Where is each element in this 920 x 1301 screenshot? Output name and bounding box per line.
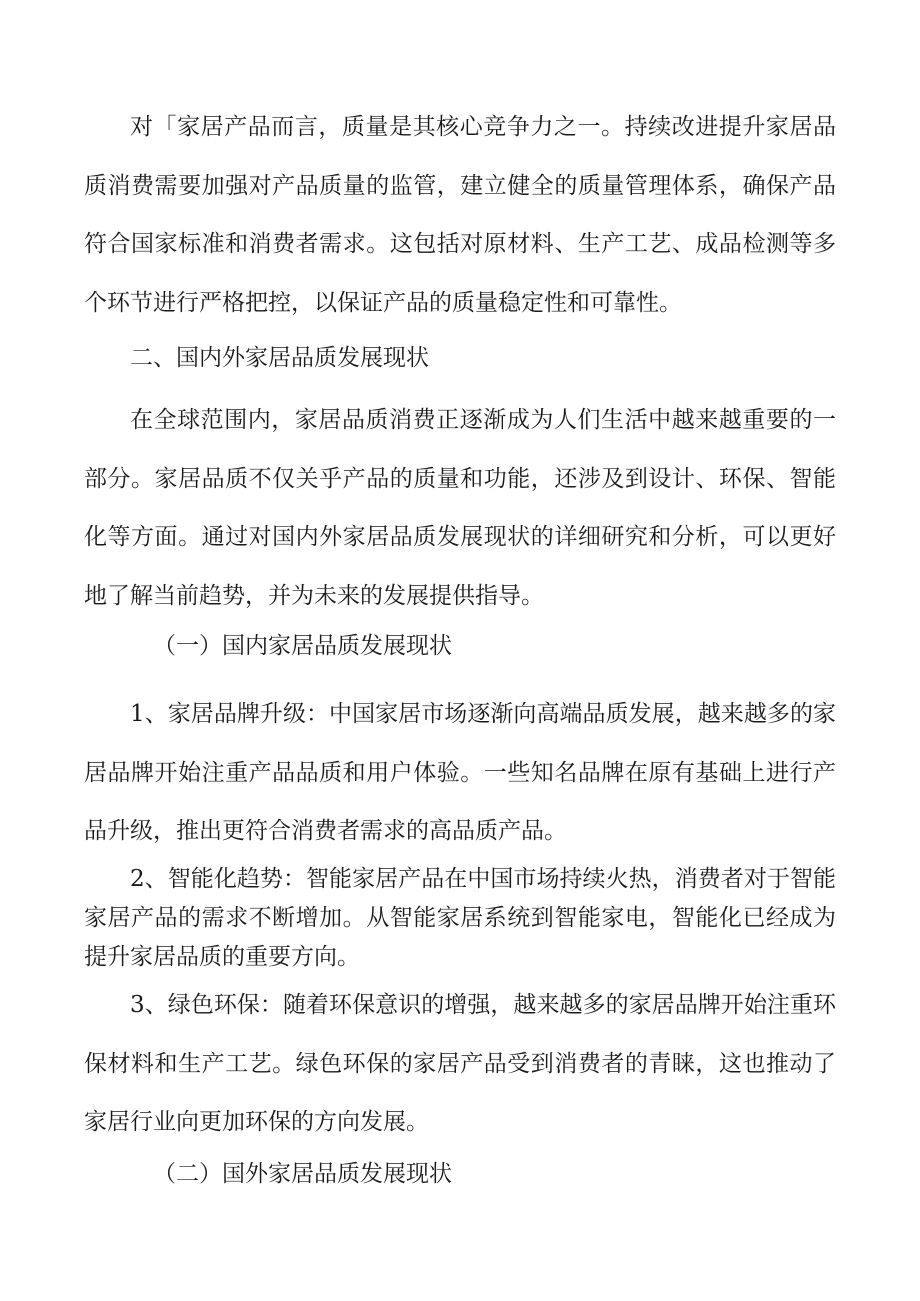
subsection-heading: （二）国外家居品质发展现状 <box>153 1161 452 1187</box>
list-paragraph: 1、家居品牌升级：中国家居市场逐渐向高端品质发展，越来越多的家居品牌开始注重产品品质和用户体验。一些知名品牌在原有基础上进行产品升级，推出更符合消费者需求的高品质产品。 <box>84 701 836 844</box>
list-paragraph: 3、绿色环保：随着环保意识的增强，越来越多的家居品牌开始注重环保材料和生产工艺。绿色环保的家居产品受到消费者的青睐，这也推动了家居行业向更加环保的方向发展。 <box>84 992 836 1135</box>
list-paragraph: 2、智能化趋势：智能家居产品在中国市场持续火热，消费者对于智能家居产品的需求不断增加。从智能家居系统到智能家电，智能化已经成为提升家居品质的重要方向。 <box>84 866 836 970</box>
body-paragraph: 对「家居产品而言，质量是其核心竞争力之一。持续改进提升家居品质消费需要加强对产品质量的监管，建立健全的质量管理体系，确保产品符合国家标准和消费者需求。这包括对原材料、生产工艺、成品检测等多个环节进行严格把控，以保证产品的质量稳定性和可靠性。 <box>84 114 836 316</box>
subsection-heading: （一）国内家居品质发展现状 <box>153 633 452 659</box>
section-heading: 二、国内外家居品质发展现状 <box>130 345 429 371</box>
body-paragraph: 在全球范围内，家居品质消费正逐渐成为人们生活中越来越重要的一部分。家居品质不仅关乎产品的质量和功能，还涉及到设计、环保、智能化等方面。通过对国内外家居品质发展现状的详细研究和分析，可以更好地了解当前趋势，并为未来的发展提供指导。 <box>84 407 836 609</box>
